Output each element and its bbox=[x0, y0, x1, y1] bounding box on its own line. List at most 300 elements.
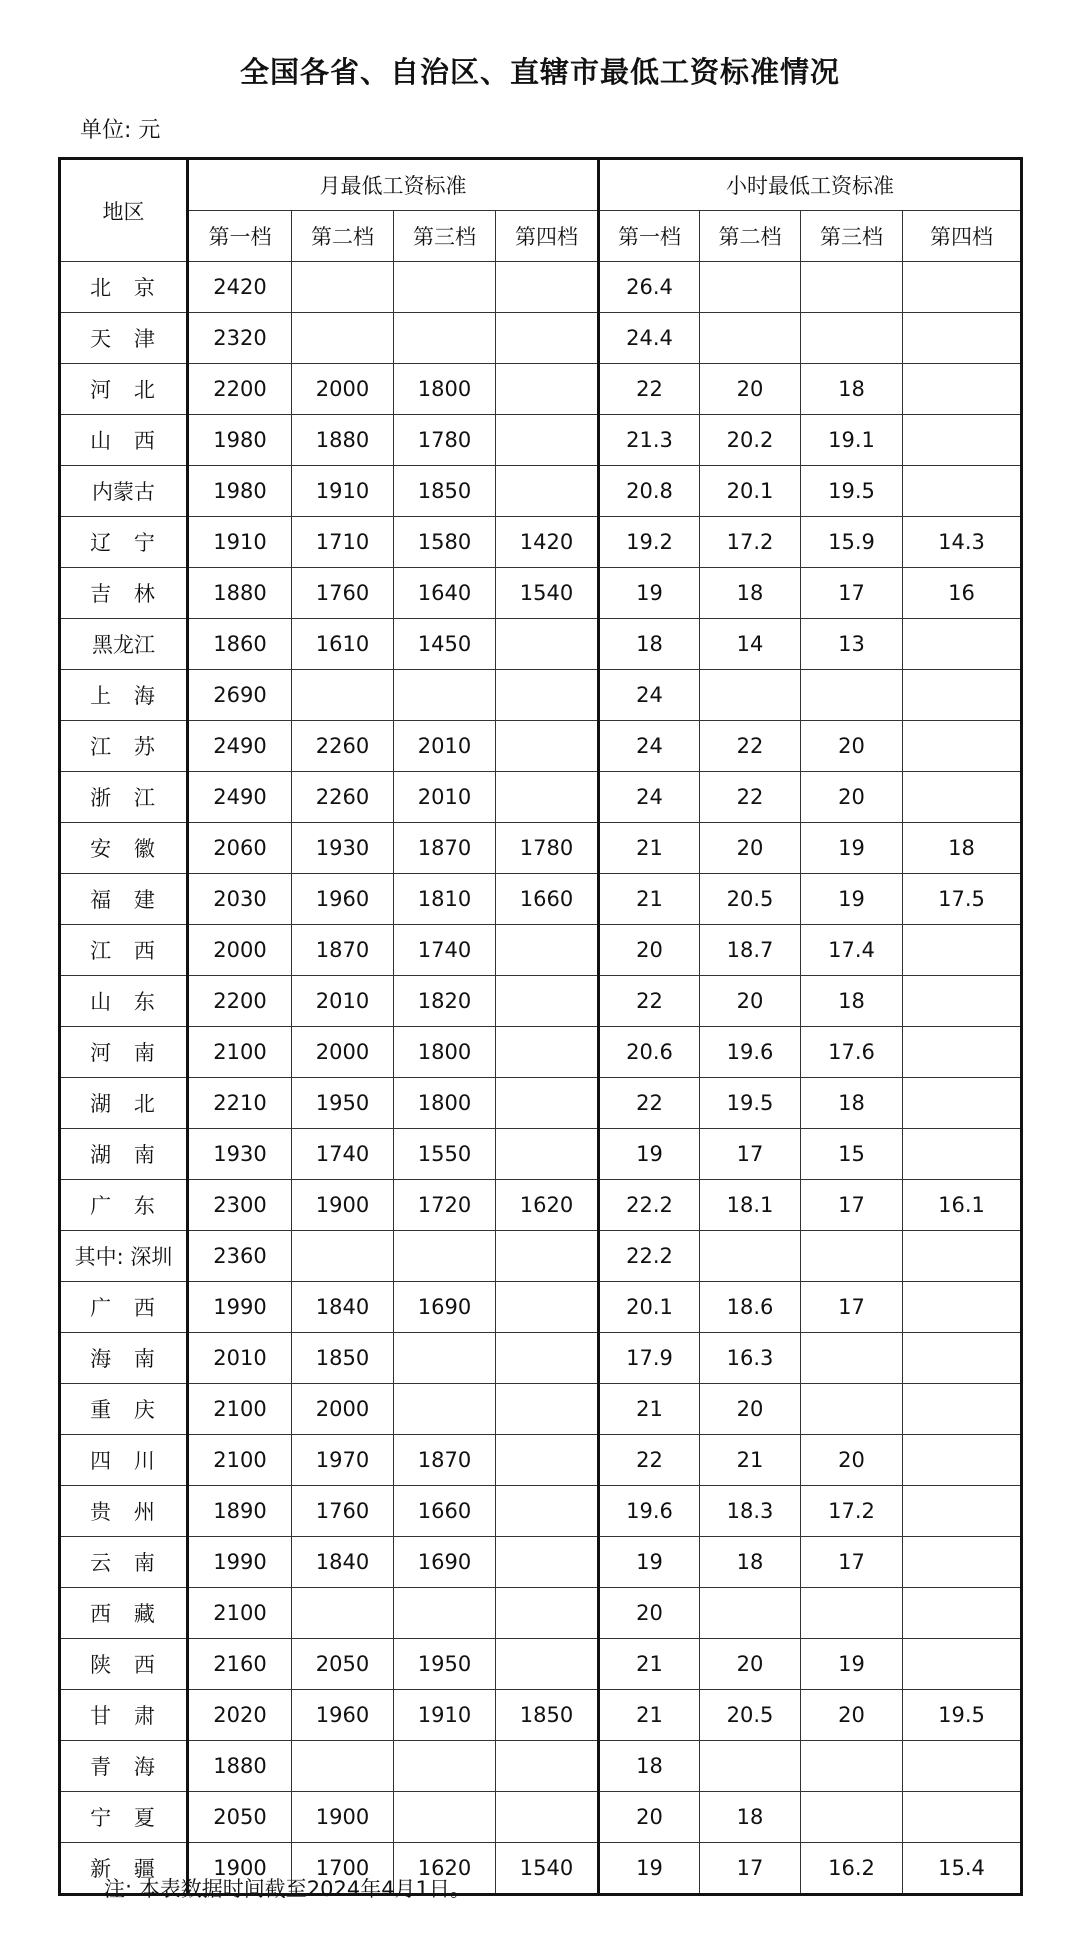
hourly-tier-1-cell: 21 bbox=[599, 1639, 700, 1690]
region-cell: 吉 林 bbox=[60, 568, 188, 619]
hourly-tier-1-cell: 19.6 bbox=[599, 1486, 700, 1537]
hourly-tier-4-cell bbox=[903, 1639, 1022, 1690]
hourly-tier-2-cell: 19.6 bbox=[700, 1027, 801, 1078]
monthly-tier-4-cell bbox=[496, 1639, 599, 1690]
hourly-tier-3-cell bbox=[801, 1588, 903, 1639]
table-row bbox=[60, 313, 1022, 364]
hourly-tier-1-cell: 22 bbox=[599, 976, 700, 1027]
region-cell: 四 川 bbox=[60, 1435, 188, 1486]
monthly-tier-4-cell bbox=[496, 1129, 599, 1180]
hourly-tier-2-cell: 20.2 bbox=[700, 415, 801, 466]
hourly-tier-3-cell: 19 bbox=[801, 823, 903, 874]
monthly-tier-4-cell bbox=[496, 976, 599, 1027]
hourly-tier-4-cell bbox=[903, 415, 1022, 466]
hourly-tier-3-cell bbox=[801, 1741, 903, 1792]
hourly-tier-1-cell: 20 bbox=[599, 1792, 700, 1843]
monthly-tier-1-cell: 1980 bbox=[188, 466, 292, 517]
monthly-tier-4-cell bbox=[496, 1231, 599, 1282]
header-monthly-tier-1: 第一档 bbox=[188, 211, 292, 262]
monthly-tier-3-cell bbox=[394, 1588, 496, 1639]
monthly-tier-2-cell: 1900 bbox=[292, 1180, 394, 1231]
monthly-tier-1-cell: 1990 bbox=[188, 1282, 292, 1333]
hourly-tier-3-cell bbox=[801, 1792, 903, 1843]
monthly-tier-1-cell: 2100 bbox=[188, 1435, 292, 1486]
hourly-tier-2-cell: 22 bbox=[700, 772, 801, 823]
hourly-tier-1-cell: 24 bbox=[599, 670, 700, 721]
table-row bbox=[60, 1333, 1022, 1384]
monthly-tier-4-cell: 1620 bbox=[496, 1180, 599, 1231]
monthly-tier-2-cell bbox=[292, 670, 394, 721]
monthly-tier-2-cell: 1840 bbox=[292, 1282, 394, 1333]
hourly-tier-2-cell: 18 bbox=[700, 1537, 801, 1588]
hourly-tier-4-cell bbox=[903, 670, 1022, 721]
hourly-tier-4-cell bbox=[903, 1588, 1022, 1639]
monthly-tier-2-cell bbox=[292, 262, 394, 313]
hourly-tier-1-cell: 20 bbox=[599, 1588, 700, 1639]
hourly-tier-2-cell: 18.7 bbox=[700, 925, 801, 976]
hourly-tier-1-cell: 22.2 bbox=[599, 1180, 700, 1231]
hourly-tier-2-cell: 16.3 bbox=[700, 1333, 801, 1384]
monthly-tier-3-cell: 1870 bbox=[394, 823, 496, 874]
hourly-tier-1-cell: 21.3 bbox=[599, 415, 700, 466]
monthly-tier-1-cell: 2160 bbox=[188, 1639, 292, 1690]
hourly-tier-1-cell: 22 bbox=[599, 364, 700, 415]
hourly-tier-3-cell: 19 bbox=[801, 1639, 903, 1690]
region-cell: 江 苏 bbox=[60, 721, 188, 772]
hourly-tier-4-cell bbox=[903, 466, 1022, 517]
table-row bbox=[60, 721, 1022, 772]
header-hourly-tier-3: 第三档 bbox=[801, 211, 903, 262]
monthly-tier-4-cell bbox=[496, 1435, 599, 1486]
monthly-tier-1-cell: 2300 bbox=[188, 1180, 292, 1231]
table-row bbox=[60, 1435, 1022, 1486]
hourly-tier-3-cell: 20 bbox=[801, 1690, 903, 1741]
hourly-tier-2-cell: 18.1 bbox=[700, 1180, 801, 1231]
hourly-tier-1-cell: 19 bbox=[599, 1843, 700, 1895]
monthly-tier-3-cell: 1870 bbox=[394, 1435, 496, 1486]
hourly-tier-4-cell bbox=[903, 925, 1022, 976]
monthly-tier-3-cell: 1820 bbox=[394, 976, 496, 1027]
monthly-tier-4-cell bbox=[496, 364, 599, 415]
region-cell: 山 东 bbox=[60, 976, 188, 1027]
monthly-tier-2-cell: 2000 bbox=[292, 364, 394, 415]
hourly-tier-3-cell bbox=[801, 313, 903, 364]
monthly-tier-1-cell: 2690 bbox=[188, 670, 292, 721]
hourly-tier-2-cell: 22 bbox=[700, 721, 801, 772]
monthly-tier-2-cell: 1610 bbox=[292, 619, 394, 670]
monthly-tier-1-cell: 1930 bbox=[188, 1129, 292, 1180]
monthly-tier-2-cell: 1870 bbox=[292, 925, 394, 976]
header-region: 地区 bbox=[60, 159, 188, 262]
monthly-tier-3-cell bbox=[394, 670, 496, 721]
region-cell: 浙 江 bbox=[60, 772, 188, 823]
table-row bbox=[60, 364, 1022, 415]
monthly-tier-3-cell: 1810 bbox=[394, 874, 496, 925]
hourly-tier-3-cell: 17 bbox=[801, 1180, 903, 1231]
hourly-tier-4-cell bbox=[903, 1333, 1022, 1384]
hourly-tier-1-cell: 18 bbox=[599, 619, 700, 670]
hourly-tier-1-cell: 19 bbox=[599, 568, 700, 619]
hourly-tier-2-cell: 18.3 bbox=[700, 1486, 801, 1537]
monthly-tier-1-cell: 2200 bbox=[188, 976, 292, 1027]
monthly-tier-1-cell: 2030 bbox=[188, 874, 292, 925]
header-hourly-tier-4: 第四档 bbox=[903, 211, 1022, 262]
monthly-tier-2-cell: 1700 bbox=[292, 1843, 394, 1895]
hourly-tier-2-cell: 20 bbox=[700, 976, 801, 1027]
region-cell: 江 西 bbox=[60, 925, 188, 976]
monthly-tier-2-cell: 1710 bbox=[292, 517, 394, 568]
monthly-tier-4-cell bbox=[496, 1486, 599, 1537]
hourly-tier-4-cell bbox=[903, 1741, 1022, 1792]
hourly-tier-2-cell: 19.5 bbox=[700, 1078, 801, 1129]
monthly-tier-4-cell: 1540 bbox=[496, 568, 599, 619]
hourly-tier-2-cell: 20.1 bbox=[700, 466, 801, 517]
table-row bbox=[60, 1588, 1022, 1639]
monthly-tier-2-cell: 1840 bbox=[292, 1537, 394, 1588]
monthly-tier-3-cell bbox=[394, 313, 496, 364]
hourly-tier-4-cell bbox=[903, 619, 1022, 670]
hourly-tier-4-cell bbox=[903, 1231, 1022, 1282]
hourly-tier-3-cell: 17.6 bbox=[801, 1027, 903, 1078]
monthly-tier-2-cell: 1900 bbox=[292, 1792, 394, 1843]
hourly-tier-4-cell bbox=[903, 1129, 1022, 1180]
monthly-tier-1-cell: 1880 bbox=[188, 568, 292, 619]
monthly-tier-3-cell: 1550 bbox=[394, 1129, 496, 1180]
monthly-tier-2-cell: 2000 bbox=[292, 1384, 394, 1435]
hourly-tier-4-cell bbox=[903, 262, 1022, 313]
region-cell: 广 东 bbox=[60, 1180, 188, 1231]
table-row bbox=[60, 976, 1022, 1027]
monthly-tier-2-cell: 2010 bbox=[292, 976, 394, 1027]
monthly-tier-3-cell bbox=[394, 262, 496, 313]
hourly-tier-3-cell: 13 bbox=[801, 619, 903, 670]
footnote: 注: 本表数据时间截至2024年4月1日。 bbox=[104, 1877, 471, 1901]
monthly-tier-2-cell: 2000 bbox=[292, 1027, 394, 1078]
hourly-tier-2-cell: 17 bbox=[700, 1843, 801, 1895]
monthly-tier-3-cell: 1690 bbox=[394, 1282, 496, 1333]
region-cell: 河 北 bbox=[60, 364, 188, 415]
hourly-tier-3-cell: 17 bbox=[801, 1537, 903, 1588]
monthly-tier-3-cell: 1450 bbox=[394, 619, 496, 670]
hourly-tier-4-cell bbox=[903, 1027, 1022, 1078]
monthly-tier-4-cell: 1780 bbox=[496, 823, 599, 874]
region-cell: 天 津 bbox=[60, 313, 188, 364]
hourly-tier-4-cell bbox=[903, 772, 1022, 823]
monthly-tier-3-cell: 1850 bbox=[394, 466, 496, 517]
table-row bbox=[60, 1180, 1022, 1231]
monthly-tier-4-cell bbox=[496, 925, 599, 976]
monthly-tier-2-cell: 1760 bbox=[292, 568, 394, 619]
monthly-tier-3-cell: 1620 bbox=[394, 1843, 496, 1895]
monthly-tier-3-cell: 1740 bbox=[394, 925, 496, 976]
monthly-tier-1-cell: 2210 bbox=[188, 1078, 292, 1129]
monthly-tier-3-cell: 1910 bbox=[394, 1690, 496, 1741]
hourly-tier-2-cell bbox=[700, 1231, 801, 1282]
hourly-tier-3-cell: 18 bbox=[801, 364, 903, 415]
hourly-tier-1-cell: 21 bbox=[599, 1690, 700, 1741]
monthly-tier-2-cell: 1850 bbox=[292, 1333, 394, 1384]
monthly-tier-4-cell: 1540 bbox=[496, 1843, 599, 1895]
hourly-tier-3-cell: 17 bbox=[801, 1282, 903, 1333]
table-row bbox=[60, 1690, 1022, 1741]
hourly-tier-1-cell: 21 bbox=[599, 874, 700, 925]
monthly-tier-1-cell: 2200 bbox=[188, 364, 292, 415]
hourly-tier-3-cell: 15.9 bbox=[801, 517, 903, 568]
region-cell: 贵 州 bbox=[60, 1486, 188, 1537]
monthly-tier-4-cell bbox=[496, 313, 599, 364]
monthly-tier-2-cell: 1960 bbox=[292, 874, 394, 925]
hourly-tier-1-cell: 18 bbox=[599, 1741, 700, 1792]
hourly-tier-4-cell: 19.5 bbox=[903, 1690, 1022, 1741]
hourly-tier-3-cell: 19 bbox=[801, 874, 903, 925]
monthly-tier-4-cell: 1420 bbox=[496, 517, 599, 568]
monthly-tier-2-cell: 2260 bbox=[292, 772, 394, 823]
monthly-tier-4-cell bbox=[496, 1792, 599, 1843]
hourly-tier-1-cell: 26.4 bbox=[599, 262, 700, 313]
monthly-tier-1-cell: 2100 bbox=[188, 1027, 292, 1078]
table-row bbox=[60, 925, 1022, 976]
hourly-tier-4-cell bbox=[903, 1537, 1022, 1588]
region-cell: 重 庆 bbox=[60, 1384, 188, 1435]
hourly-tier-2-cell: 20 bbox=[700, 364, 801, 415]
monthly-tier-4-cell bbox=[496, 1027, 599, 1078]
hourly-tier-4-cell bbox=[903, 313, 1022, 364]
monthly-tier-4-cell bbox=[496, 1384, 599, 1435]
table-row bbox=[60, 1792, 1022, 1843]
table-row bbox=[60, 670, 1022, 721]
monthly-tier-3-cell bbox=[394, 1333, 496, 1384]
monthly-tier-3-cell: 1690 bbox=[394, 1537, 496, 1588]
monthly-tier-1-cell: 2050 bbox=[188, 1792, 292, 1843]
table-row bbox=[60, 568, 1022, 619]
monthly-tier-3-cell bbox=[394, 1384, 496, 1435]
monthly-tier-2-cell: 1950 bbox=[292, 1078, 394, 1129]
hourly-tier-4-cell bbox=[903, 1384, 1022, 1435]
hourly-tier-4-cell bbox=[903, 1078, 1022, 1129]
minimum-wage-table bbox=[58, 157, 1023, 1896]
hourly-tier-2-cell: 18 bbox=[700, 568, 801, 619]
header-monthly-tier-2: 第二档 bbox=[292, 211, 394, 262]
hourly-tier-3-cell: 20 bbox=[801, 772, 903, 823]
hourly-tier-1-cell: 20.8 bbox=[599, 466, 700, 517]
hourly-tier-3-cell bbox=[801, 670, 903, 721]
table-row bbox=[60, 1027, 1022, 1078]
monthly-tier-1-cell: 1980 bbox=[188, 415, 292, 466]
hourly-tier-1-cell: 24.4 bbox=[599, 313, 700, 364]
hourly-tier-2-cell: 20 bbox=[700, 1639, 801, 1690]
table-row bbox=[60, 415, 1022, 466]
hourly-tier-1-cell: 17.9 bbox=[599, 1333, 700, 1384]
hourly-tier-2-cell: 21 bbox=[700, 1435, 801, 1486]
monthly-tier-3-cell: 1660 bbox=[394, 1486, 496, 1537]
hourly-tier-2-cell: 17.2 bbox=[700, 517, 801, 568]
monthly-tier-1-cell: 1880 bbox=[188, 1741, 292, 1792]
hourly-tier-4-cell bbox=[903, 364, 1022, 415]
region-cell: 上 海 bbox=[60, 670, 188, 721]
hourly-tier-2-cell: 18 bbox=[700, 1792, 801, 1843]
table-row bbox=[60, 1282, 1022, 1333]
hourly-tier-1-cell: 24 bbox=[599, 721, 700, 772]
monthly-tier-4-cell bbox=[496, 721, 599, 772]
hourly-tier-1-cell: 19 bbox=[599, 1537, 700, 1588]
monthly-tier-1-cell: 1890 bbox=[188, 1486, 292, 1537]
monthly-tier-3-cell: 2010 bbox=[394, 772, 496, 823]
hourly-tier-1-cell: 19.2 bbox=[599, 517, 700, 568]
monthly-tier-1-cell: 2100 bbox=[188, 1384, 292, 1435]
monthly-tier-3-cell: 1800 bbox=[394, 1027, 496, 1078]
hourly-tier-4-cell bbox=[903, 976, 1022, 1027]
hourly-tier-3-cell: 20 bbox=[801, 721, 903, 772]
table-row bbox=[60, 517, 1022, 568]
monthly-tier-3-cell bbox=[394, 1231, 496, 1282]
monthly-tier-1-cell: 2000 bbox=[188, 925, 292, 976]
hourly-tier-4-cell: 14.3 bbox=[903, 517, 1022, 568]
header-row-tiers bbox=[60, 211, 1022, 262]
region-cell: 陕 西 bbox=[60, 1639, 188, 1690]
hourly-tier-1-cell: 22 bbox=[599, 1435, 700, 1486]
hourly-tier-3-cell: 20 bbox=[801, 1435, 903, 1486]
hourly-tier-1-cell: 20 bbox=[599, 925, 700, 976]
table-row bbox=[60, 1384, 1022, 1435]
hourly-tier-2-cell bbox=[700, 670, 801, 721]
monthly-tier-4-cell bbox=[496, 466, 599, 517]
hourly-tier-3-cell bbox=[801, 262, 903, 313]
monthly-tier-1-cell: 2020 bbox=[188, 1690, 292, 1741]
header-row-groups bbox=[60, 159, 1022, 211]
monthly-tier-4-cell bbox=[496, 415, 599, 466]
hourly-tier-4-cell: 16.1 bbox=[903, 1180, 1022, 1231]
header-monthly-tier-3: 第三档 bbox=[394, 211, 496, 262]
monthly-tier-3-cell: 1800 bbox=[394, 364, 496, 415]
monthly-tier-4-cell bbox=[496, 619, 599, 670]
hourly-tier-4-cell bbox=[903, 1435, 1022, 1486]
monthly-tier-2-cell: 1960 bbox=[292, 1690, 394, 1741]
monthly-tier-4-cell: 1850 bbox=[496, 1690, 599, 1741]
region-cell: 辽 宁 bbox=[60, 517, 188, 568]
monthly-tier-2-cell: 1930 bbox=[292, 823, 394, 874]
hourly-tier-4-cell bbox=[903, 1282, 1022, 1333]
hourly-tier-4-cell bbox=[903, 1792, 1022, 1843]
table-row bbox=[60, 619, 1022, 670]
monthly-tier-1-cell: 2360 bbox=[188, 1231, 292, 1282]
monthly-tier-2-cell: 1910 bbox=[292, 466, 394, 517]
monthly-tier-1-cell: 2320 bbox=[188, 313, 292, 364]
header-hourly-tier-1: 第一档 bbox=[599, 211, 700, 262]
hourly-tier-1-cell: 20.1 bbox=[599, 1282, 700, 1333]
table-body bbox=[60, 262, 1022, 1895]
monthly-tier-3-cell bbox=[394, 1792, 496, 1843]
region-cell: 其中: 深圳 bbox=[60, 1231, 188, 1282]
hourly-tier-2-cell: 20.5 bbox=[700, 1690, 801, 1741]
region-cell: 甘 肃 bbox=[60, 1690, 188, 1741]
monthly-tier-2-cell: 1760 bbox=[292, 1486, 394, 1537]
header-monthly: 月最低工资标准 bbox=[188, 159, 599, 211]
region-cell: 青 海 bbox=[60, 1741, 188, 1792]
hourly-tier-2-cell: 20 bbox=[700, 1384, 801, 1435]
table-row bbox=[60, 1537, 1022, 1588]
region-cell: 云 南 bbox=[60, 1537, 188, 1588]
monthly-tier-2-cell: 2050 bbox=[292, 1639, 394, 1690]
table-row bbox=[60, 262, 1022, 313]
monthly-tier-1-cell: 1860 bbox=[188, 619, 292, 670]
hourly-tier-2-cell: 17 bbox=[700, 1129, 801, 1180]
header-hourly-tier-2: 第二档 bbox=[700, 211, 801, 262]
monthly-tier-3-cell: 1640 bbox=[394, 568, 496, 619]
monthly-tier-3-cell bbox=[394, 1741, 496, 1792]
monthly-tier-2-cell bbox=[292, 1231, 394, 1282]
monthly-tier-3-cell: 1780 bbox=[394, 415, 496, 466]
unit-label: 单位: 元 bbox=[80, 118, 161, 143]
hourly-tier-3-cell: 17.2 bbox=[801, 1486, 903, 1537]
hourly-tier-3-cell: 18 bbox=[801, 1078, 903, 1129]
table-row bbox=[60, 1078, 1022, 1129]
monthly-tier-4-cell bbox=[496, 1078, 599, 1129]
monthly-tier-1-cell: 1900 bbox=[188, 1843, 292, 1895]
monthly-tier-1-cell: 2490 bbox=[188, 772, 292, 823]
region-cell: 宁 夏 bbox=[60, 1792, 188, 1843]
monthly-tier-4-cell bbox=[496, 772, 599, 823]
region-cell: 湖 北 bbox=[60, 1078, 188, 1129]
region-cell: 黑龙江 bbox=[60, 619, 188, 670]
table-row bbox=[60, 1741, 1022, 1792]
hourly-tier-1-cell: 19 bbox=[599, 1129, 700, 1180]
hourly-tier-3-cell: 18 bbox=[801, 976, 903, 1027]
monthly-tier-3-cell: 1800 bbox=[394, 1078, 496, 1129]
table-row bbox=[60, 1639, 1022, 1690]
hourly-tier-3-cell bbox=[801, 1333, 903, 1384]
page-title: 全国各省、自治区、直辖市最低工资标准情况 bbox=[239, 55, 840, 89]
hourly-tier-2-cell bbox=[700, 262, 801, 313]
monthly-tier-2-cell bbox=[292, 1588, 394, 1639]
hourly-tier-3-cell: 15 bbox=[801, 1129, 903, 1180]
region-cell: 福 建 bbox=[60, 874, 188, 925]
hourly-tier-1-cell: 22.2 bbox=[599, 1231, 700, 1282]
hourly-tier-3-cell: 17 bbox=[801, 568, 903, 619]
region-cell: 广 西 bbox=[60, 1282, 188, 1333]
monthly-tier-4-cell bbox=[496, 1282, 599, 1333]
monthly-tier-1-cell: 2100 bbox=[188, 1588, 292, 1639]
monthly-tier-1-cell: 2010 bbox=[188, 1333, 292, 1384]
monthly-tier-3-cell: 1580 bbox=[394, 517, 496, 568]
header-monthly-tier-4: 第四档 bbox=[496, 211, 599, 262]
monthly-tier-2-cell bbox=[292, 313, 394, 364]
region-cell: 安 徽 bbox=[60, 823, 188, 874]
hourly-tier-1-cell: 22 bbox=[599, 1078, 700, 1129]
hourly-tier-2-cell: 20.5 bbox=[700, 874, 801, 925]
hourly-tier-1-cell: 20.6 bbox=[599, 1027, 700, 1078]
hourly-tier-3-cell: 16.2 bbox=[801, 1843, 903, 1895]
region-cell: 西 藏 bbox=[60, 1588, 188, 1639]
hourly-tier-2-cell: 14 bbox=[700, 619, 801, 670]
region-cell: 山 西 bbox=[60, 415, 188, 466]
table-row bbox=[60, 1486, 1022, 1537]
monthly-tier-2-cell: 1740 bbox=[292, 1129, 394, 1180]
hourly-tier-3-cell bbox=[801, 1231, 903, 1282]
monthly-tier-4-cell bbox=[496, 1741, 599, 1792]
hourly-tier-1-cell: 21 bbox=[599, 823, 700, 874]
monthly-tier-3-cell: 1720 bbox=[394, 1180, 496, 1231]
monthly-tier-4-cell bbox=[496, 262, 599, 313]
monthly-tier-4-cell bbox=[496, 670, 599, 721]
monthly-tier-1-cell: 2420 bbox=[188, 262, 292, 313]
hourly-tier-4-cell: 17.5 bbox=[903, 874, 1022, 925]
monthly-tier-4-cell bbox=[496, 1537, 599, 1588]
monthly-tier-1-cell: 1990 bbox=[188, 1537, 292, 1588]
monthly-tier-3-cell: 1950 bbox=[394, 1639, 496, 1690]
monthly-tier-2-cell: 2260 bbox=[292, 721, 394, 772]
monthly-tier-1-cell: 1910 bbox=[188, 517, 292, 568]
monthly-tier-1-cell: 2060 bbox=[188, 823, 292, 874]
